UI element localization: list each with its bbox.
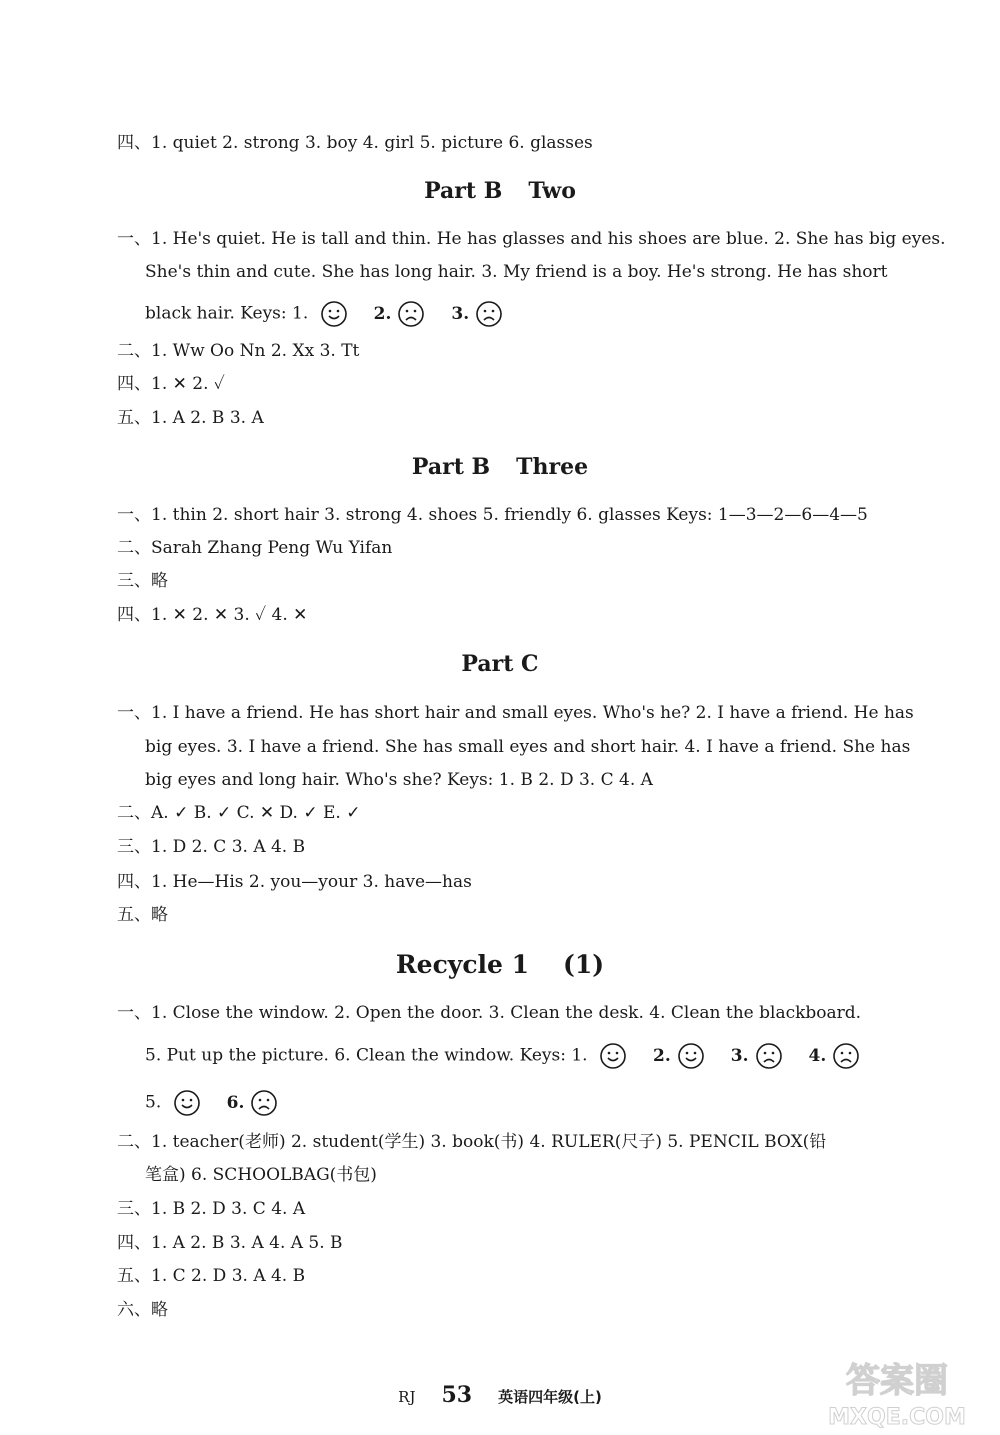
answer-line: 四、1. A 2. B 3. A 4. A 5. B [117,1233,343,1253]
section-heading-part-b-three [0,452,1000,482]
answer-line: 五、1. A 2. B 3. A [117,408,264,428]
answer-line: 二、A. ✓ B. ✓ C. ✕ D. ✓ E. ✓ [117,803,361,823]
heading-sub: (1) [563,950,605,979]
answer-line-with-faces [145,300,945,328]
watermark-cn: 答案圈 [846,1361,948,1401]
answer-line: 四、1. ✕ 2. ✕ 3. ✓ 4. ✕ [117,605,308,625]
answer-line: 一、1. Close the window. 2. Open the door. 3. Clean the desk. 4. Clean the blackboard. [117,1003,862,1023]
answer-line: big eyes. 3. I have a friend. She has small eyes and short hair. 4. I have a friend. She has [145,737,911,757]
smiley-sad-icon [250,1089,278,1117]
face-number-label: 6. [226,1092,245,1113]
answer-text: 5. Put up the picture. 6. Clean the window. Keys: 1. [145,1045,588,1066]
smiley-happy-icon [320,300,348,328]
answer-line: 四、1. ✕ 2. ✓ [117,374,225,394]
smiley-sad-icon [755,1042,783,1070]
book-title: 英语四年级(上) [498,1388,602,1406]
face-number-label: 4. [808,1045,827,1066]
smiley-sad-icon [832,1042,860,1070]
answer-line: 一、1. thin 2. short hair 3. strong 4. shoes 5. friendly 6. glasses Keys: 1—3—2—6—4—5 [117,505,868,525]
heading-sub: Three [516,454,589,480]
face-number-label: 3. [451,303,470,324]
answer-line-with-faces [145,1042,945,1070]
answer-line: 三、略 [117,571,168,591]
face-group [314,304,516,324]
edition-code: RJ [398,1388,416,1406]
heading-sub: Two [528,178,576,204]
answer-line: 笔盒) 6. SCHOOLBAG(书包) [145,1165,377,1185]
face-number-label: 2. [373,303,392,324]
answer-line: 四、1. quiet 2. strong 3. boy 4. girl 5. picture 6. glasses [117,133,593,153]
smiley-happy-icon [173,1089,201,1117]
face-group [593,1046,872,1066]
answer-line: 二、1. Ww Oo Nn 2. Xx 3. Tt [117,341,360,361]
answer-line: big eyes and long hair. Who's she? Keys: 1. B 2. D 3. C 4. A [145,770,653,790]
answer-line: 三、1. B 2. D 3. C 4. A [117,1199,306,1219]
answer-text: 5. [145,1092,162,1113]
watermark-en: MXQE.COM [828,1405,966,1430]
answer-line: 二、1. teacher(老师) 2. student(学生) 3. book(书) 4. RULER(尺子) 5. PENCIL BOX(铅 [117,1132,827,1152]
smiley-happy-icon [677,1042,705,1070]
watermark-logo [802,1352,992,1432]
answer-line-with-faces [145,1089,945,1117]
answer-text: black hair. Keys: 1. [145,303,309,324]
answer-line: 五、1. C 2. D 3. A 4. B [117,1266,306,1286]
section-heading-part-b-two [0,176,1000,206]
smiley-sad-icon [397,300,425,328]
heading-part: Part B [424,178,503,204]
smiley-sad-icon [475,300,503,328]
answer-line: 三、1. D 2. C 3. A 4. B [117,837,306,857]
answer-line: 六、略 [117,1300,168,1320]
face-number-label: 3. [730,1045,749,1066]
answer-line: 一、1. He's quiet. He is tall and thin. He has glasses and his shoes are blue. 2. She has big eyes. [117,229,946,249]
face-number-label: 2. [653,1045,671,1066]
answer-line: 四、1. He—His 2. you—your 3. have—has [117,872,472,892]
face-group [167,1093,291,1113]
smiley-happy-icon [599,1042,627,1070]
answer-line: She's thin and cute. She has long hair. 3. My friend is a boy. He's strong. He has short [145,262,888,282]
section-heading-recycle-1 [0,950,1000,980]
heading-part: Part B [411,454,491,480]
answer-line: 五、略 [117,905,168,925]
section-heading-part-c [0,649,1000,679]
page-number: 53 [441,1382,473,1408]
answer-line: 一、1. I have a friend. He has short hair and small eyes. Who's he? 2. I have a friend. He has [117,703,914,723]
answer-line: 二、Sarah Zhang Peng Wu Yifan [117,538,393,558]
heading-part: Recycle 1 [395,950,530,979]
heading-part: Part C [461,651,539,677]
